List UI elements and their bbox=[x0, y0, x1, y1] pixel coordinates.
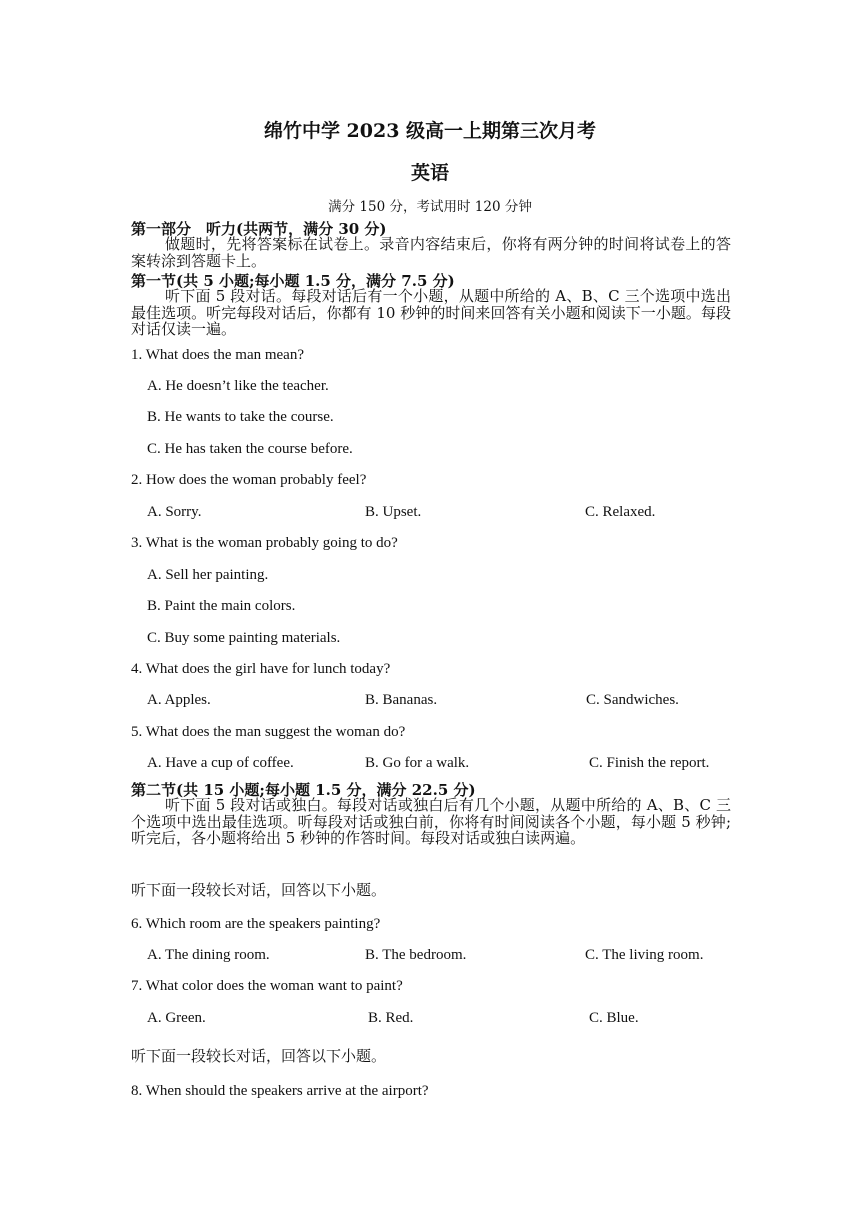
q3-option-c: C. Buy some painting materials. bbox=[147, 630, 341, 646]
q7-option-a: A. Green. bbox=[147, 1010, 206, 1026]
subject-title: 英语 bbox=[410, 162, 449, 184]
q4-option-c: C. Sandwiches. bbox=[586, 692, 679, 708]
question-2: 2. How does the woman probably feel? bbox=[131, 472, 367, 488]
question-3: 3. What is the woman probably going to do? bbox=[131, 535, 398, 551]
q6-option-a: A. The dining room. bbox=[147, 947, 270, 963]
q1-option-c: C. He has taken the course before. bbox=[147, 441, 353, 457]
q7-option-c: C. Blue. bbox=[589, 1010, 639, 1026]
q1-option-a: A. He doesn’t like the teacher. bbox=[147, 378, 329, 394]
part1-instruction: 做题时，先将答案标在试卷上。录音内容结束后，你将有两分钟的时间将试卷上的答案转涂到答题卡上。 bbox=[131, 235, 731, 270]
exam-title: 绵竹中学 2023 级高一上期第三次月考 bbox=[263, 120, 597, 142]
section1-heading: 第一节(共 5 小题;每小题 1.5 分，满分 7.5 分) bbox=[131, 272, 455, 290]
q4-option-a: A. Apples. bbox=[147, 692, 211, 708]
q5-option-a: A. Have a cup of coffee. bbox=[147, 755, 294, 771]
exam-info: 满分 150 分，考试用时 120 分钟 bbox=[328, 199, 532, 215]
long-dialog-note-1: 听下面一段较长对话，回答以下小题。 bbox=[131, 881, 387, 899]
q5-option-c: C. Finish the report. bbox=[589, 755, 710, 771]
section1-instruction: 听下面 5 段对话。每段对话后有一个小题，从题中所给的 A、B、C 三个选项中选出最佳选项。听完每段对话后，你都有 10 秒钟的时间来回答有关小题和阅读下一小题。每段对话仅读一遍。 bbox=[131, 287, 731, 338]
q6-option-c: C. The living room. bbox=[585, 947, 704, 963]
question-5: 5. What does the man suggest the woman do? bbox=[131, 724, 406, 740]
q2-option-c: C. Relaxed. bbox=[585, 504, 656, 520]
question-4: 4. What does the girl have for lunch today? bbox=[131, 661, 391, 677]
q1-option-b: B. He wants to take the course. bbox=[147, 409, 334, 425]
question-6: 6. Which room are the speakers painting? bbox=[131, 916, 381, 932]
part1-heading: 第一部分 听力(共两节，满分 30 分) bbox=[131, 220, 387, 238]
q7-option-b: B. Red. bbox=[368, 1010, 414, 1026]
long-dialog-note-2: 听下面一段较长对话，回答以下小题。 bbox=[131, 1047, 387, 1065]
q4-option-b: B. Bananas. bbox=[365, 692, 438, 708]
section2-heading: 第二节(共 15 小题;每小题 1.5 分，满分 22.5 分) bbox=[131, 781, 476, 799]
q3-option-b: B. Paint the main colors. bbox=[147, 598, 296, 614]
q2-option-b: B. Upset. bbox=[365, 504, 422, 520]
section2-instruction: 听下面 5 段对话或独白。每段对话或独白后有几个小题，从题中所给的 A、B、C 三个选项中选出最佳选项。听每段对话或独白前，你将有时间阅读各个小题，每小题 5 秒钟;听完后，各小题将给出 5 秒钟的作答时间。每段对话或独白读两遍。 bbox=[131, 796, 731, 847]
q6-option-b: B. The bedroom. bbox=[365, 947, 467, 963]
question-8: 8. When should the speakers arrive at the airport? bbox=[131, 1083, 429, 1099]
question-1: 1. What does the man mean? bbox=[131, 347, 304, 363]
question-7: 7. What color does the woman want to paint? bbox=[131, 978, 403, 994]
q5-option-b: B. Go for a walk. bbox=[365, 755, 470, 771]
q3-option-a: A. Sell her painting. bbox=[147, 567, 269, 583]
q2-option-a: A. Sorry. bbox=[147, 504, 202, 520]
